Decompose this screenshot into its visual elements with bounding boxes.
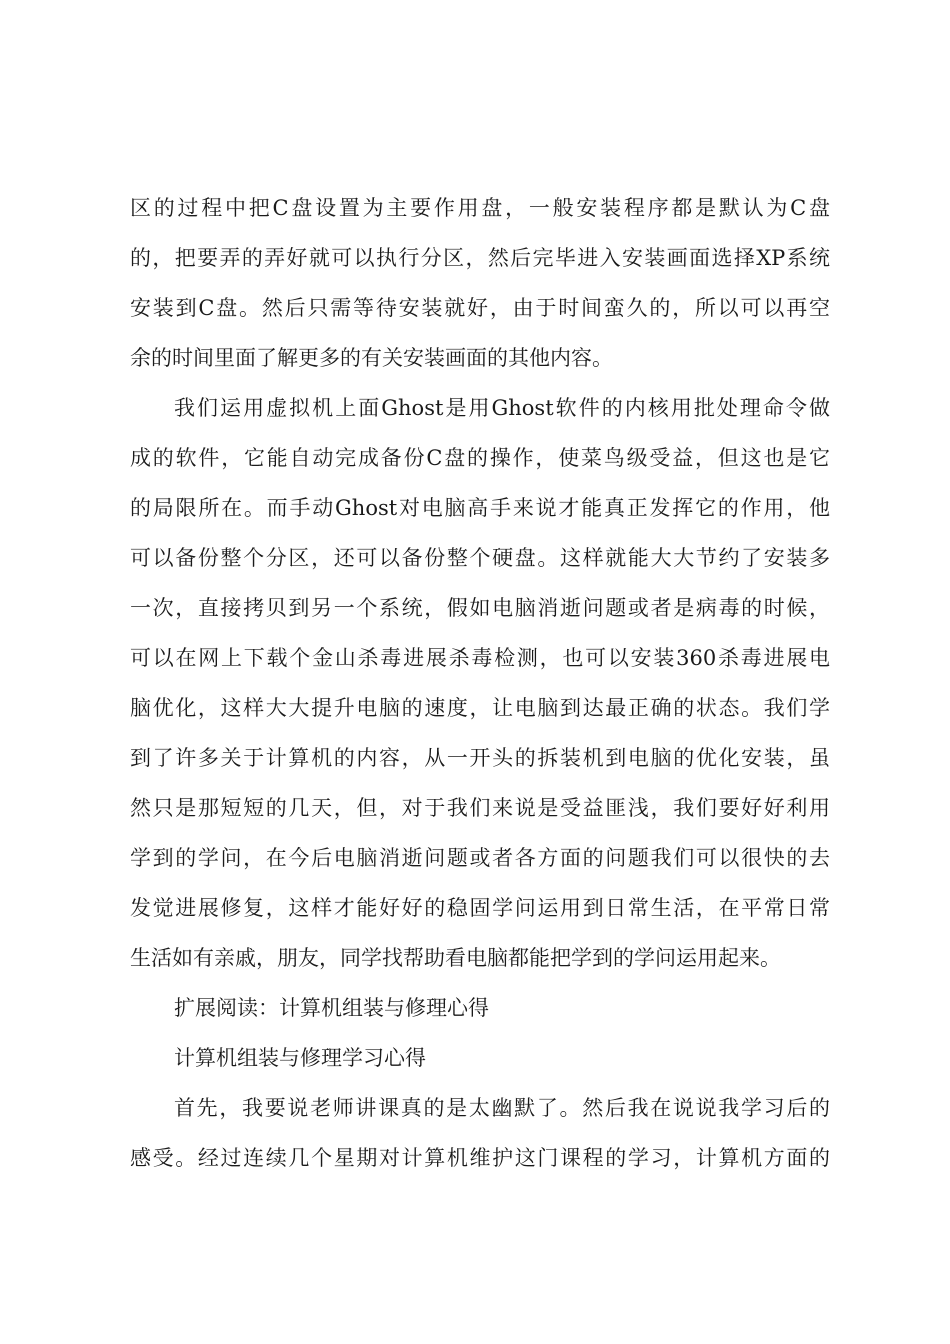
paragraph-line: 余的时间里面了解更多的有关安装画面的其他内容。 (130, 346, 613, 370)
paragraph-line: 可以在网上下载个金山杀毒进展杀毒检测，也可以安装360杀毒进展电 (130, 646, 830, 670)
paragraph-line: 首先，我要说老师讲课真的是太幽默了。然后我在说说我学习后的 (174, 1096, 830, 1120)
paragraph-line: 发觉进展修复，这样才能好好的稳固学问运用到日常生活，在平常日常 (130, 896, 830, 920)
paragraph-line: 学到的学问，在今后电脑消逝问题或者各方面的问题我们可以很快的去 (130, 846, 830, 870)
paragraph-line: 脑优化，这样大大提升电脑的速度，让电脑到达最正确的状态。我们学 (130, 696, 830, 720)
paragraph-line: 成的软件，它能自动完成备份C盘的操作，使菜鸟级受益，但这也是它 (130, 446, 830, 470)
section-heading: 扩展阅读：计算机组装与修理心得 (174, 996, 489, 1020)
paragraph-line: 我们运用虚拟机上面Ghost是用Ghost软件的内核用批处理命令做 (174, 396, 830, 420)
paragraph-line: 感受。经过连续几个星期对计算机维护这门课程的学习，计算机方面的 (130, 1146, 830, 1170)
paragraph-line: 生活如有亲戚，朋友，同学找帮助看电脑都能把学到的学问运用起来。 (130, 946, 781, 970)
paragraph-line: 然只是那短短的几天，但，对于我们来说是受益匪浅，我们要好好利用 (130, 796, 830, 820)
paragraph-line: 的，把要弄的弄好就可以执行分区，然后完毕进入安装画面选择XP系统 (130, 246, 830, 270)
paragraph-line: 一次，直接拷贝到另一个系统，假如电脑消逝问题或者是病毒的时候， (130, 596, 830, 620)
paragraph-line: 区的过程中把C盘设置为主要作用盘，一般安装程序都是默认为C盘 (130, 196, 830, 220)
paragraph-line: 安装到C盘。然后只需等待安装就好，由于时间蛮久的，所以可以再空 (130, 296, 830, 320)
paragraph-line: 可以备份整个分区，还可以备份整个硬盘。这样就能大大节约了安装多 (130, 546, 830, 570)
paragraph-line: 到了许多关于计算机的内容，从一开头的拆装机到电脑的优化安装，虽 (130, 746, 830, 770)
paragraph-line: 的局限所在。而手动Ghost对电脑高手来说才能真正发挥它的作用，他 (130, 496, 830, 520)
section-heading: 计算机组装与修理学习心得 (174, 1046, 426, 1070)
